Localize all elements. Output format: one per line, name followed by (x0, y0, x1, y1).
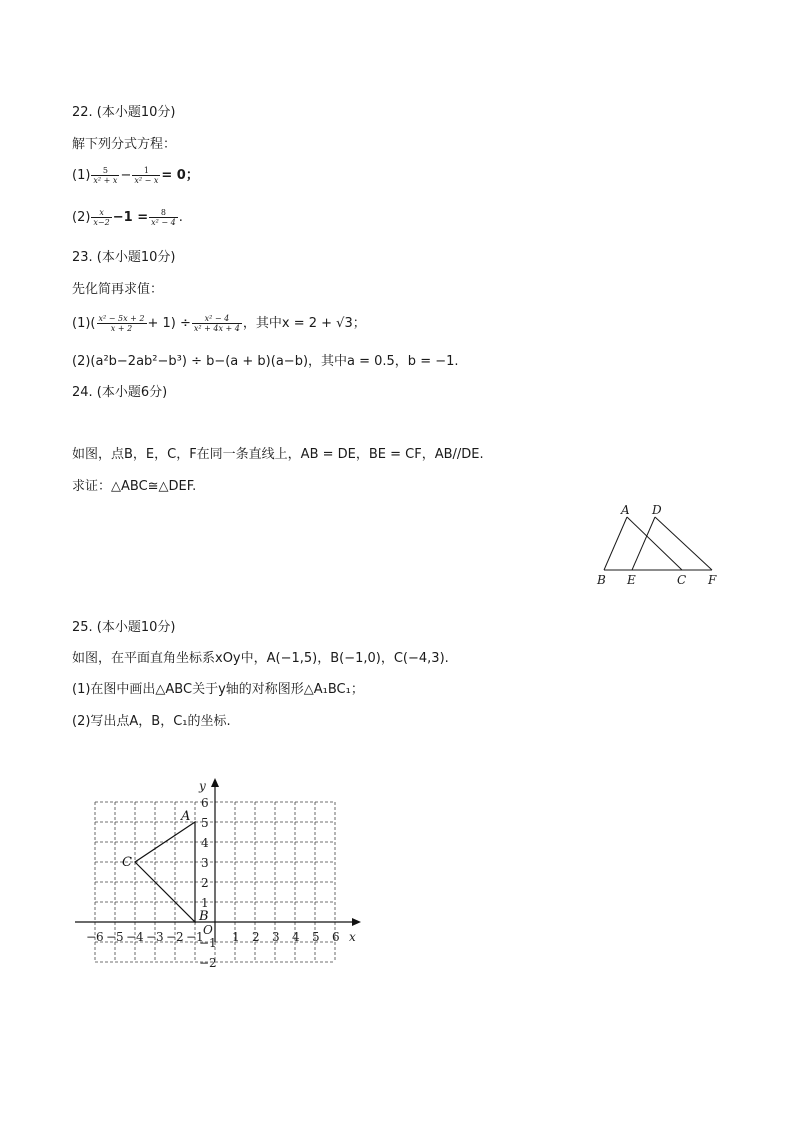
q23-p1-mid: + 1) ÷ (147, 316, 191, 331)
q22-p2-frac2: $\frac{8}{\text{x² − 4}}$ (151, 208, 176, 227)
x-tick-label: 2 (252, 930, 260, 944)
q24-header: 24. (本小题6分) (72, 385, 168, 400)
y-axis-label: y (199, 779, 206, 793)
x-axis-arrow (352, 918, 361, 926)
label-e: E (627, 573, 636, 587)
q25-given: 如图，在平面直角坐标系xOy中，A(−1,5)，B(−1,0)，C(−4,3). (72, 651, 449, 666)
q25-part2: (2)写出点A，B，C₁的坐标. (72, 714, 231, 729)
x-tick-label: −3 (146, 930, 164, 944)
x-tick-label: −4 (126, 930, 144, 944)
x-tick-label: 4 (292, 930, 300, 944)
x-tick-label: 6 (332, 930, 340, 944)
q25-part1: (1)在图中画出△ABC关于y轴的对称图形△A₁BC₁； (72, 682, 364, 697)
y-tick-label: 6 (201, 796, 209, 810)
q23-part2: (2)(a²b−2ab²−b³) ÷ b−(a + b)(a−b)，其中a = 0.5，b = −1. (72, 354, 459, 369)
q23-header: 23. (本小题10分) (72, 250, 176, 265)
y-tick-label: −2 (199, 956, 217, 970)
x-axis-label: x (349, 930, 356, 944)
x-tick-label: −5 (106, 930, 124, 944)
q24-triangle-figure (590, 500, 730, 592)
q24-prove: 求证：△ABC≅△DEF. (72, 479, 197, 494)
point-label-b: B (199, 909, 209, 924)
q25-header: 25. (本小题10分) (72, 620, 176, 635)
q22-part1 (72, 166, 199, 185)
q22-p2-tail: . (178, 210, 183, 225)
q22-part2 (72, 208, 183, 227)
q23-p1-frac1: $\frac{\text{x² − 5x + 2}}{x + 2}$ (98, 314, 145, 333)
tick-labels (86, 779, 356, 970)
q22-p2-frac1: $\frac{x}{x-2}$ (93, 208, 110, 227)
segment-df (655, 517, 712, 570)
q23-p1-frac2: $\frac{\text{x² − 4}}{\text{x² + 4x + 4}}$ (193, 314, 240, 333)
x-tick-label: 3 (272, 930, 280, 944)
q24-given: 如图，点B，E，C，F在同一条直线上，AB = DE，BE = CF，AB//DE. (72, 447, 484, 462)
label-c: C (677, 573, 687, 587)
label-f: F (708, 573, 717, 587)
q22-p1-minus: − (120, 168, 132, 183)
q22-p1-tail: = 0； (161, 168, 199, 183)
x-tick-label: −6 (86, 930, 104, 944)
x-tick-label: −1 (186, 930, 204, 944)
q23-part1 (72, 314, 366, 333)
x-tick-label: −2 (166, 930, 184, 944)
y-tick-label: 1 (201, 896, 209, 910)
x-tick-label: 1 (232, 930, 240, 944)
y-tick-label: −1 (199, 936, 217, 950)
q22-p1-frac1: $\frac{5}{\text{x² + x}}$ (93, 166, 118, 185)
q22-p1-frac2: $\frac{1}{\text{x² − x}}$ (134, 166, 159, 185)
y-axis-arrow (211, 778, 219, 787)
q25-coordinate-grid (70, 775, 370, 990)
q22-instruction: 解下列分式方程： (72, 137, 177, 152)
point-label-a: A (181, 809, 191, 824)
q23-instruction: 先化简再求值： (72, 282, 164, 297)
origin-label: O (203, 923, 213, 937)
q23-p1-condition: ，其中x = 2 + √3； (242, 316, 366, 331)
y-tick-label: 2 (201, 876, 209, 890)
y-tick-label: 3 (201, 856, 209, 870)
triangle-abc (122, 809, 209, 924)
label-d: D (652, 503, 662, 517)
label-b: B (597, 573, 606, 587)
y-tick-label: 4 (201, 836, 209, 850)
q22-p2-label: (2) (72, 210, 91, 225)
q22-p1-label: (1) (72, 168, 91, 183)
triangle-outline (135, 822, 195, 922)
q22-header: 22. (本小题10分) (72, 105, 176, 120)
point-label-c: C (122, 855, 132, 870)
q22-p2-mid: −1 = (112, 210, 149, 225)
q23-p1-label: (1)( (72, 316, 96, 331)
axes (75, 778, 361, 942)
x-tick-label: 5 (312, 930, 320, 944)
label-a: A (621, 503, 630, 517)
segment-ab (604, 517, 627, 570)
y-tick-label: 5 (201, 816, 209, 830)
